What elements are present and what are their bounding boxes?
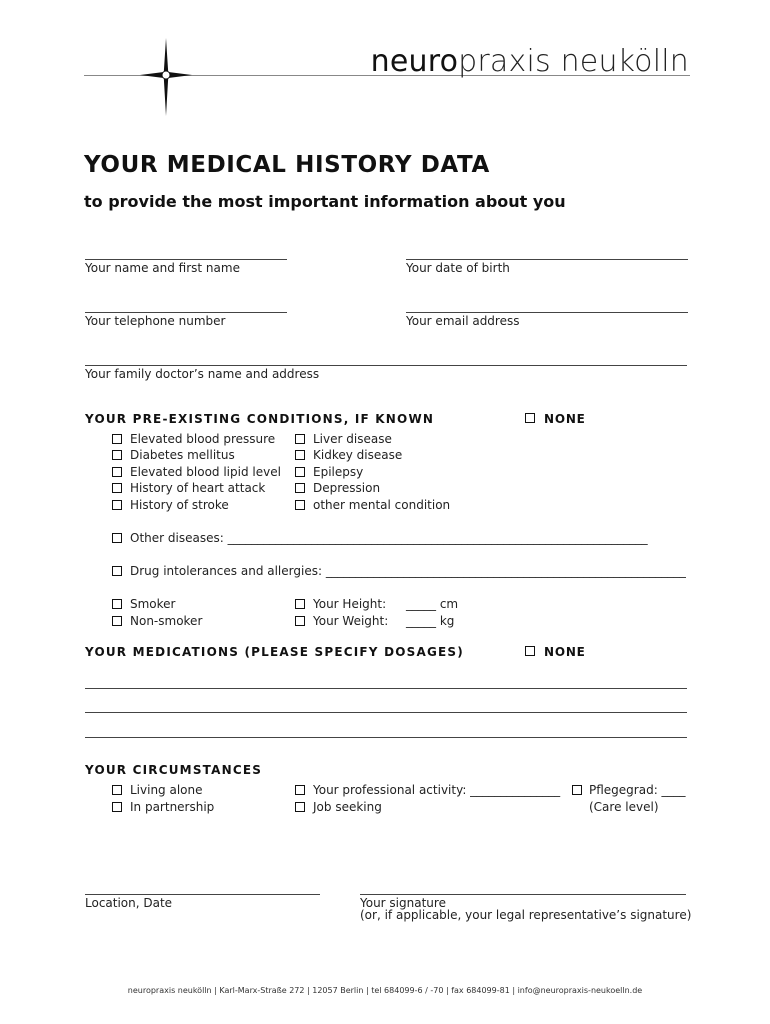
name-field[interactable] bbox=[85, 259, 287, 260]
condition-label: History of heart attack bbox=[130, 481, 266, 495]
other-diseases-field[interactable]: Other diseases: ______________________________________________________________________ bbox=[130, 531, 648, 545]
nonsmoker-checkbox[interactable] bbox=[112, 616, 122, 626]
height-label: Your Height: bbox=[313, 597, 387, 611]
height-checkbox[interactable] bbox=[295, 599, 305, 609]
condition-checkbox[interactable] bbox=[295, 450, 305, 460]
weight-label: Your Weight: bbox=[313, 614, 389, 628]
condition-label: Liver disease bbox=[313, 432, 392, 446]
condition-label: Diabetes mellitus bbox=[130, 448, 235, 462]
medications-none-checkbox[interactable] bbox=[525, 646, 535, 656]
condition-label: History of stroke bbox=[130, 498, 229, 512]
height-field[interactable]: _____ cm bbox=[406, 597, 459, 611]
doctor-field[interactable] bbox=[85, 365, 687, 366]
weight-checkbox[interactable] bbox=[295, 616, 305, 626]
smoker-label: Smoker bbox=[130, 597, 176, 611]
job-seeking-label: Job seeking bbox=[313, 800, 382, 814]
condition-label: Epilepsy bbox=[313, 465, 364, 479]
living-alone-label: Living alone bbox=[130, 783, 203, 797]
weight-field[interactable]: _____ kg bbox=[406, 614, 455, 628]
logo-text: neuropraxis neukölln bbox=[370, 44, 689, 79]
condition-checkbox[interactable] bbox=[112, 483, 122, 493]
star-icon bbox=[140, 38, 192, 116]
partnership-checkbox[interactable] bbox=[112, 802, 122, 812]
signature-field[interactable] bbox=[360, 894, 686, 895]
doctor-label: Your family doctor’s name and address bbox=[85, 367, 320, 381]
conditions-none-label: NONE bbox=[544, 412, 586, 426]
dob-field[interactable] bbox=[406, 259, 688, 260]
medication-line[interactable] bbox=[85, 712, 687, 713]
condition-checkbox[interactable] bbox=[295, 500, 305, 510]
medications-heading: YOUR MEDICATIONS (PLEASE SPECIFY DOSAGES) bbox=[85, 645, 464, 659]
page-subtitle: to provide the most important information about you bbox=[84, 192, 566, 211]
medication-line[interactable] bbox=[85, 737, 687, 738]
page-title: YOUR MEDICAL HISTORY DATA bbox=[84, 152, 490, 178]
name-label: Your name and first name bbox=[85, 261, 240, 275]
condition-checkbox[interactable] bbox=[112, 467, 122, 477]
conditions-none-checkbox[interactable] bbox=[525, 413, 535, 423]
pflegegrad-field[interactable]: Pflegegrad: ____ bbox=[589, 783, 686, 797]
location-date-field[interactable] bbox=[85, 894, 320, 895]
conditions-heading: YOUR PRE-EXISTING CONDITIONS, IF KNOWN bbox=[85, 412, 435, 426]
footer: neuropraxis neukölln | Karl-Marx-Straße 272 | 12057 Berlin | tel 684099-6 / -70 | fax 684099-81 | info@neuropraxis-neukoelln.de bbox=[127, 986, 643, 995]
condition-label: Elevated blood pressure bbox=[130, 432, 276, 446]
professional-checkbox[interactable] bbox=[295, 785, 305, 795]
nonsmoker-label: Non-smoker bbox=[130, 614, 203, 628]
condition-checkbox[interactable] bbox=[295, 434, 305, 444]
condition-checkbox[interactable] bbox=[295, 467, 305, 477]
condition-checkbox[interactable] bbox=[112, 450, 122, 460]
care-level-label: (Care level) bbox=[589, 800, 659, 814]
circumstances-heading: YOUR CIRCUMSTANCES bbox=[85, 763, 263, 777]
location-date-label: Location, Date bbox=[85, 896, 173, 910]
condition-label: Elevated blood lipid level bbox=[130, 465, 281, 479]
signature-sublabel: (or, if applicable, your legal representative’s signature) bbox=[360, 908, 692, 922]
email-label: Your email address bbox=[406, 314, 520, 328]
drug-intolerances-field[interactable]: Drug intolerances and allergies: ____________________________________________________________ bbox=[130, 564, 686, 578]
phone-label: Your telephone number bbox=[85, 314, 226, 328]
professional-field[interactable]: Your professional activity: _______________ bbox=[313, 783, 561, 797]
other-diseases-checkbox[interactable] bbox=[112, 533, 122, 543]
pflegegrad-checkbox[interactable] bbox=[572, 785, 582, 795]
condition-label: Depression bbox=[313, 481, 381, 495]
signature-label: Your signature bbox=[360, 896, 446, 910]
condition-checkbox[interactable] bbox=[295, 483, 305, 493]
living-alone-checkbox[interactable] bbox=[112, 785, 122, 795]
partnership-label: In partnership bbox=[130, 800, 215, 814]
job-seeking-checkbox[interactable] bbox=[295, 802, 305, 812]
email-field[interactable] bbox=[406, 312, 688, 313]
condition-label: Kidkey disease bbox=[313, 448, 403, 462]
medication-line[interactable] bbox=[85, 688, 687, 689]
drug-intolerances-checkbox[interactable] bbox=[112, 566, 122, 576]
dob-label: Your date of birth bbox=[406, 261, 510, 275]
phone-field[interactable] bbox=[85, 312, 287, 313]
smoker-checkbox[interactable] bbox=[112, 599, 122, 609]
condition-checkbox[interactable] bbox=[112, 434, 122, 444]
condition-checkbox[interactable] bbox=[112, 500, 122, 510]
condition-label: other mental condition bbox=[313, 498, 451, 512]
medications-none-label: NONE bbox=[544, 645, 586, 659]
